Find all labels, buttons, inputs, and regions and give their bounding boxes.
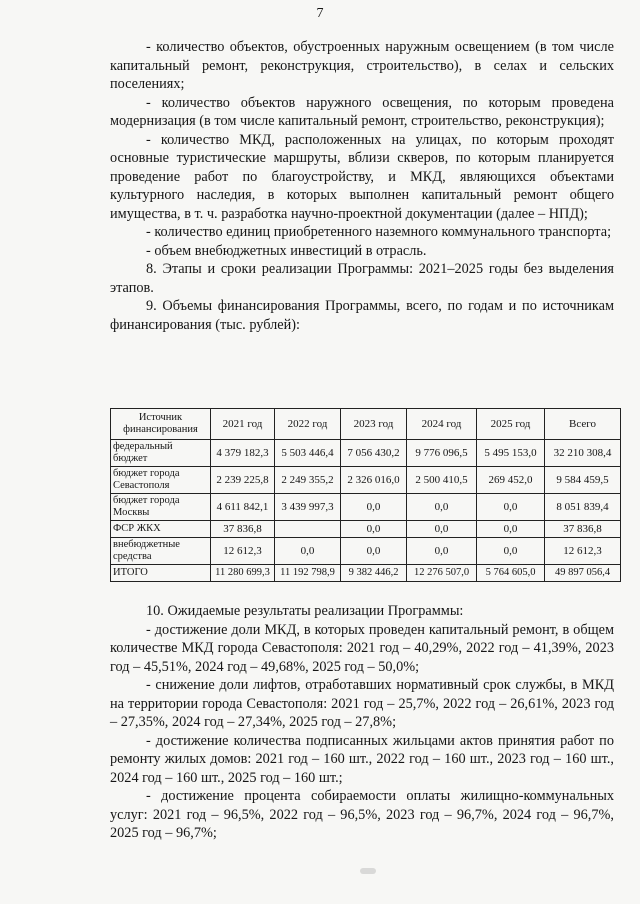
paragraph: - объем внебюджетных инвестиций в отрасль. (146, 242, 427, 259)
row-label: ИТОГО (111, 565, 211, 582)
table-cell: 2 326 016,0 (341, 467, 407, 494)
table-cell: 5 495 153,0 (477, 440, 545, 467)
paragraph: - достижение количества подписанных жильцами актов принятия работ по ремонту жилых домов: 2021 год – 160 шт., 2022 год – 160 шт., 2023 год – 160 шт., 2024 год – 160 шт., 2025 год – 160 шт.; (110, 732, 614, 786)
header-2023: 2023 год (341, 409, 407, 440)
row-label: внебюджетные средства (111, 538, 211, 565)
table-cell: 2 249 355,2 (275, 467, 341, 494)
table-cell: 9 382 446,2 (341, 565, 407, 582)
paragraph: - снижение доли лифтов, отработавших нормативный срок службы, в МКД на территории города Севастополя: 2021 год – 25,7%, 2022 год – 26,61%, 2023 год – 27,35%, 2024 год – 27,34%, 2025 год – 27,8%; (110, 677, 614, 730)
paragraph: - количество МКД, расположенных на улицах, по которым проходят основные туристические маршруты, вблизи скверов, по которым планируется проведение работ по благоустройству, и МКД, являющихся объектами культурного наследия, в которых выполнен капитальный ремонт общего имущества, в т. ч. разработка научно-проектной документации (далее – НПД); (110, 131, 614, 222)
paragraph: 10. Ожидаемые результаты реализации Программы: (146, 603, 464, 619)
paragraph: - количество объектов, обустроенных наружным освещением (в том числе капитальный ремонт, реконструкция, строительство), в селах и сельских поселениях; (110, 39, 614, 92)
financing-table (110, 408, 621, 582)
table-cell: 5 503 446,4 (275, 440, 341, 467)
paragraph: - достижение доли МКД, в которых проведен капитальный ремонт, в общем количестве МКД города Севастополя: 2021 год – 40,29%, 2022 год – 41,39%, 2023 год – 45,51%, 2024 год – 49,68%, 2025 год – 50,0%; (110, 621, 614, 675)
text-block-top (110, 38, 614, 334)
table-cell: 269 452,0 (477, 467, 545, 494)
table-cell: 0,0 (275, 538, 341, 565)
table-cell: 12 612,3 (545, 538, 621, 565)
row-label: федеральный бюджет (111, 440, 211, 467)
table-cell: 0,0 (407, 538, 477, 565)
header-2021: 2021 год (211, 409, 275, 440)
table-row (111, 440, 621, 467)
table-cell: 0,0 (477, 494, 545, 521)
table-cell: 9 584 459,5 (545, 467, 621, 494)
header-2024: 2024 год (407, 409, 477, 440)
row-label: бюджет города Москвы (111, 494, 211, 521)
table-cell: 0,0 (341, 538, 407, 565)
table-cell: 0,0 (477, 538, 545, 565)
table-cell: 12 276 507,0 (407, 565, 477, 582)
table-cell: 0,0 (341, 521, 407, 538)
paragraph: - достижение процента собираемости оплаты жилищно-коммунальных услуг: 2021 год – 96,5%, 2022 год – 96,5%, 2023 год – 96,7%, 2024 год – 96,7%, 2025 год – 96,7%; (110, 788, 614, 841)
table-cell (275, 521, 341, 538)
table-cell: 0,0 (341, 494, 407, 521)
table-cell: 12 612,3 (211, 538, 275, 565)
table-row (111, 467, 621, 494)
table-cell: 0,0 (407, 494, 477, 521)
scan-smudge (360, 868, 376, 874)
table-cell: 4 611 842,1 (211, 494, 275, 521)
paragraph: 9. Объемы финансирования Программы, всего, по годам и по источникам финансирования (тыс. рублей): (110, 298, 614, 333)
paragraph: - количество единиц приобретенного наземного коммунального транспорта; (146, 224, 612, 240)
table-cell: 5 764 605,0 (477, 565, 545, 582)
row-label: ФСР ЖКХ (111, 521, 211, 538)
table-cell: 2 239 225,8 (211, 467, 275, 494)
table-cell: 2 500 410,5 (407, 467, 477, 494)
table-cell: 3 439 997,3 (275, 494, 341, 521)
table-row (111, 538, 621, 565)
table-row (111, 494, 621, 521)
table-cell: 37 836,8 (545, 521, 621, 538)
header-2022: 2022 год (275, 409, 341, 440)
row-label: бюджет города Севастополя (111, 467, 211, 494)
page-number: 7 (316, 6, 324, 21)
table-cell: 11 192 798,9 (275, 565, 341, 582)
paragraph: 8. Этапы и сроки реализации Программы: 2021–2025 годы без выделения этапов. (110, 261, 614, 296)
table-cell: 0,0 (407, 521, 477, 538)
table-row (111, 521, 621, 538)
table-cell: 7 056 430,2 (341, 440, 407, 467)
header-source: Источник финансирования (111, 409, 211, 440)
table-header-row (111, 409, 621, 440)
table-cell: 32 210 308,4 (545, 440, 621, 467)
table-cell: 11 280 699,3 (211, 565, 275, 582)
table-cell: 49 897 056,4 (545, 565, 621, 582)
header-2025: 2025 год (477, 409, 545, 440)
paragraph: - количество объектов наружного освещения, по которым проведена модернизация (в том числе капитальный ремонт, строительство, реконструкция); (110, 94, 614, 129)
table-row-total (111, 565, 621, 582)
table-cell: 0,0 (477, 521, 545, 538)
text-block-bottom (110, 602, 614, 843)
header-total: Всего (545, 409, 621, 440)
table-cell: 8 051 839,4 (545, 494, 621, 521)
table-cell: 37 836,8 (211, 521, 275, 538)
table-cell: 9 776 096,5 (407, 440, 477, 467)
table-cell: 4 379 182,3 (211, 440, 275, 467)
